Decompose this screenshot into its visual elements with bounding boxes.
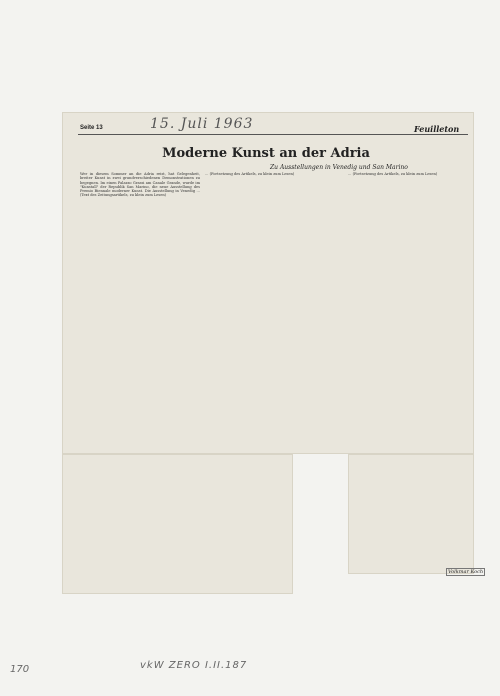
section-title: Feuilleton — [414, 124, 460, 134]
article-title: Moderne Kunst an der Adria — [162, 146, 370, 161]
article-column-2: ... (Fortsetzung des Artikels, zu klein zum Lesen) — [205, 172, 295, 176]
newspaper-page-label: Seite 13 — [80, 125, 103, 131]
header-rule — [78, 134, 468, 135]
archive-mark: vkW ZERO I.II.187 — [140, 660, 248, 671]
article-column-3: ... (Fortsetzung des Artikels, zu klein zum Lesen) — [348, 172, 438, 176]
author-signature: Volkmar Koch — [448, 569, 484, 575]
article-subtitle: Zu Ausstellungen in Venedig und San Marino — [270, 164, 408, 171]
article-column-1: Wer in diesem Sommer an die Adria reist, hat Gelegenheit, breiter Kunst in zwei grundverschiedenen Demonstrationen zu begegnen. Im einen Palazzo Grassi am Canale Grande, wurde im "Kunstall" der Republik San Marino, die neue Ausstellung des Premio Biennale moderner Kunst. Die Ausstellung in Venedig ... (Text des Zeitungsartikels, zu klein zum Lesen) — [80, 172, 200, 198]
handwritten-date: 15. Juli 1963 — [150, 116, 254, 132]
page-number: 170 — [10, 664, 30, 675]
